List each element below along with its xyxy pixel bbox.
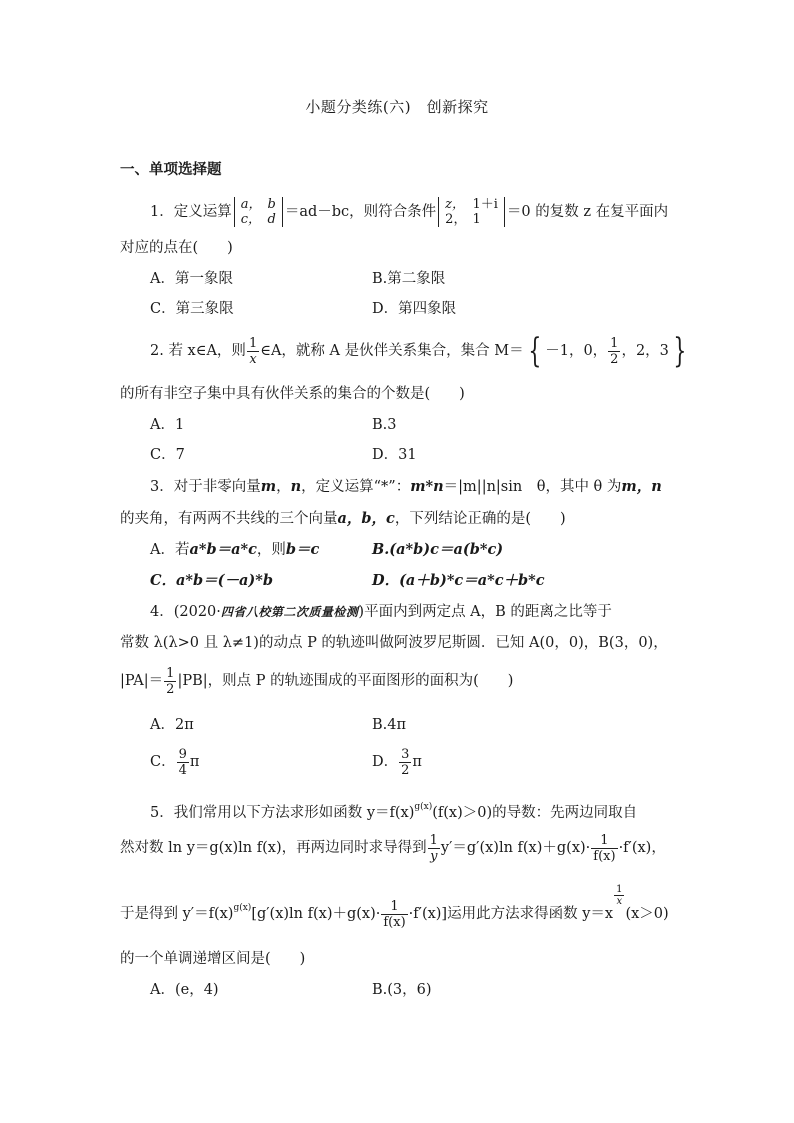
q2-option-c: C．7: [150, 447, 185, 463]
q3-stem: 3．对于非零向量m，n，定义运算“*”：m*n＝|m||n|sin θ，其中 θ 为m，n: [150, 478, 662, 495]
q2-option-b: B.3: [372, 417, 397, 433]
page-title: 小题分类练(六) 创新探究: [305, 98, 489, 116]
q2-stem: 2. 若 x∈A，则 $\frac{1}{x}$ ∈A，就称 A 是伙伴关系集合，集合 M＝ { －1，0， $\frac{1}{2}$ ，2，3 }: [150, 331, 687, 371]
determinant-condition: z， 1＋i 2， 1: [438, 197, 505, 227]
q1-option-d: D．第四象限: [372, 301, 457, 317]
q4-fraction: $\frac{1}{2}$: [166, 665, 175, 697]
section-heading: 一、单项选择题: [120, 161, 222, 178]
q3-line2: 的夹角，有两两不共线的三个向量a，b，c，下列结论正确的是( ): [120, 510, 566, 527]
q5-option-a: A．(e，4): [150, 982, 219, 998]
q1-stem: [150, 197, 668, 227]
determinant-definition: a， b c， d: [234, 197, 283, 227]
q1-option-b: B.第二象限: [372, 271, 446, 287]
q3-option-d: D．(a＋b)*c＝a*c＋b*c: [372, 572, 545, 589]
q4-option-a: A．2π: [150, 717, 194, 733]
q4-stem: 4．(2020·四省八校第二次质量检测)平面内到两定点 A，B 的距离之比等于: [150, 604, 612, 620]
q5-line4: 的一个单调递增区间是( ): [120, 951, 306, 967]
q1-text1: 定义运算: [173, 204, 232, 220]
q4-line3: |PA|＝ $\frac{1}{2}$ |PB|，则点 P 的轨迹围成的平面图形的面积为( ): [120, 665, 514, 697]
q1-line2: 对应的点在( ): [120, 240, 233, 256]
q1-text3: ＝0 的复数 z 在复平面内: [506, 204, 669, 220]
q3-option-c: C．a*b＝(－a)*b: [150, 572, 273, 589]
left-brace: {: [527, 331, 541, 371]
q4-option-c: C． $\frac{9}{4}$ π: [150, 746, 200, 778]
q5-line3: 于是得到 $y'=f(x)^{g(x)}[g'(x)\ln$ f(x)＋g(x)· $\frac{1}{f(x)}$ ·f′(x)]运用此方法求得函数 y＝x $\frac{1}{x}$ (x＞0): [120, 884, 669, 930]
q5-option-b: B.(3，6): [372, 982, 432, 998]
right-brace: }: [673, 331, 687, 371]
q2-set-fraction: $\frac{1}{2}$: [610, 335, 619, 367]
q2-fraction: $\frac{1}{x}$: [248, 335, 258, 367]
q2-line2: 的所有非空子集中具有伙伴关系的集合的个数是( ): [120, 386, 465, 402]
q5-line2: 然对数 ln y＝g(x)ln f(x)，再两边同时求导得到 $\frac{1}{y}$ y′＝g′(x)ln f(x)＋g(x)· $\frac{1}{f(x)}$ ·f′(x)，: [120, 832, 666, 864]
q4-option-b: B.4π: [372, 717, 407, 733]
q2-option-d: D．31: [372, 447, 417, 463]
exponent-fraction: $\frac{1}{x}$: [616, 884, 623, 907]
source-tag: 四省八校第二次质量检测: [220, 605, 359, 619]
q1-number: 1．: [150, 204, 174, 220]
q3-option-a: A．若a*b＝a*c，则b＝c: [150, 541, 320, 558]
q4-line2: 常数 λ(λ>0 且 λ≠1)的动点 P 的轨迹叫做阿波罗尼斯圆．已知 A(0，0)，B(3，0)，: [120, 635, 668, 651]
q2-option-a: A．1: [150, 417, 185, 433]
q5-line1: 5．我们常用以下方法求形如函数 $y=f(x)^{g(x)}(f(x)>0)$的导数：先两边同取自: [150, 802, 638, 821]
q3-option-b: B.(a*b)c＝a(b*c): [372, 541, 504, 558]
q1-text2: ＝ad－bc，则符合条件: [284, 204, 437, 220]
q1-option-c: C．第三象限: [150, 301, 234, 317]
q4-option-d: D． $\frac{3}{2}$ π: [372, 746, 422, 778]
q1-option-a: A．第一象限: [150, 271, 233, 287]
